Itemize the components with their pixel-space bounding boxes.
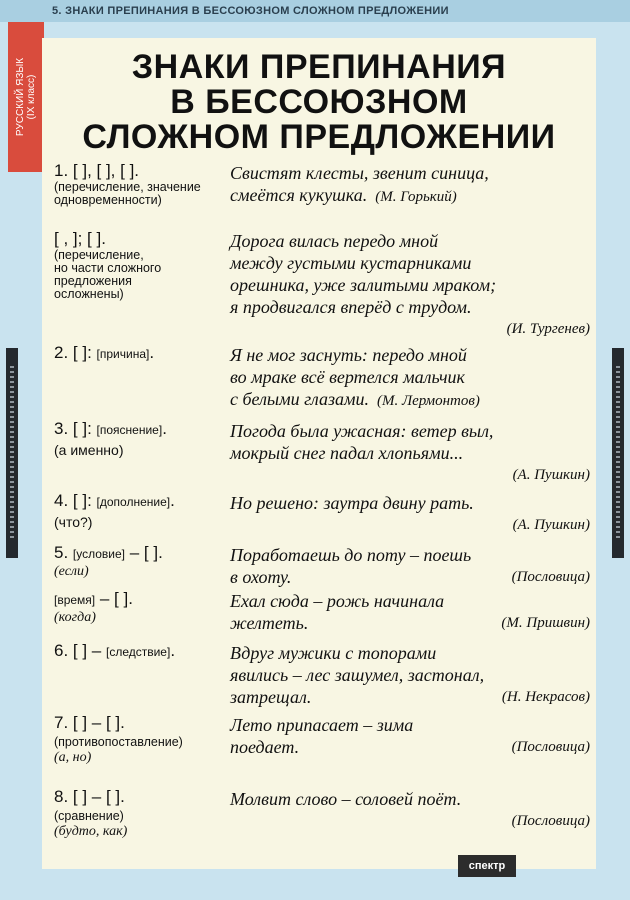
example-line (230, 388, 590, 412)
page-title (42, 50, 596, 155)
rule-8-scheme (54, 788, 230, 841)
rule-1-example (230, 162, 590, 208)
rule-5b-box: [время] (54, 593, 96, 607)
example-author: (М. Лермонтов) (376, 393, 480, 409)
left-side-strip (6, 348, 18, 558)
example-author: (Пословица) (511, 739, 590, 755)
rule-1b-note: предложения (54, 274, 132, 288)
rule-4-scheme: 4. [ ]: [дополнение]. (что?) (54, 492, 230, 533)
rule-1b-scheme (54, 230, 230, 301)
rule-4-example (230, 492, 590, 536)
rule-5-conj: (если) (54, 564, 89, 579)
rule-7-example (230, 714, 590, 758)
example-line: Свистят клесты, звенит синица, (230, 163, 489, 183)
rule-2-pattern: 2. [ ]: (54, 343, 97, 362)
rule-4-conj: (что?) (54, 514, 93, 530)
rule-8-note: (сравнение) (54, 809, 124, 823)
example-line: Вдруг мужики с топорами (230, 643, 437, 663)
example-line: во мраке всё вертелся мальчик (230, 367, 465, 387)
example-line (230, 736, 590, 758)
title-line-2: В БЕССОЮЗНОМ (170, 83, 468, 121)
rule-1b-note: но части сложного (54, 261, 162, 275)
rule-6-box: [следствие] (105, 645, 171, 659)
rule-1-scheme (54, 162, 230, 207)
subject-tab (8, 22, 44, 172)
example-line: Лето припасает – зима (230, 715, 414, 735)
example-line (230, 612, 590, 634)
rule-1-pattern: 1. [ ], [ ], [ ]. (54, 161, 140, 180)
example-line: явились – лес зашумел, застонал, (230, 665, 485, 685)
example-author: (И. Тургенев) (506, 321, 590, 337)
example-line: Ехал сюда – рожь начинала (230, 591, 445, 611)
subject-label: РУССКИЙ ЯЗЫК (15, 57, 26, 137)
rule-1b-pattern: [ , ]; [ ]. (54, 229, 106, 248)
rule-7-scheme (54, 714, 230, 767)
title-line-1: ЗНАКИ ПРЕПИНАНИЯ (131, 48, 507, 86)
rule-5-pattern: – [ ]. (125, 543, 163, 562)
example-author: (М. Пришвин) (501, 615, 590, 631)
example-line (230, 566, 590, 588)
rule-6-pattern: 6. [ ] – (54, 641, 106, 660)
rule-8-conj: (будто, как) (54, 824, 128, 839)
example-text: смеётся кукушка. (230, 185, 368, 205)
rule-4-box: [дополнение] (96, 495, 171, 509)
rule-3-pattern: 3. [ ]: (54, 419, 97, 438)
example-author: (Н. Некрасов) (501, 689, 590, 705)
rule-7-conj: (а, но) (54, 750, 92, 765)
rule-1b-note: осложнены) (54, 287, 124, 301)
rule-5-scheme (54, 544, 230, 581)
rule-4-pattern: 4. [ ]: (54, 491, 97, 510)
rule-2-box: [причина] (96, 347, 150, 361)
example-line: орешника, уже залитыми мраком; (230, 275, 497, 295)
rule-3-example (230, 420, 590, 486)
poster-caption: 5. ЗНАКИ ПРЕПИНАНИЯ В БЕССОЮЗНОМ СЛОЖНОМ ПРЕДЛОЖЕНИИ (52, 5, 449, 17)
example-line: Дорога вилась передо мной (230, 231, 439, 251)
rule-8-example (230, 788, 590, 832)
example-author: (Пословица) (511, 813, 590, 829)
rule-1-note: одновременности) (54, 193, 162, 207)
subject-tab-text (15, 58, 37, 136)
rule-5b-pattern: – [ ]. (95, 589, 133, 608)
example-author: (Пословица) (511, 569, 590, 585)
rule-3-scheme: 3. [ ]: [пояснение]. (а именно) (54, 420, 230, 461)
rule-5-number: 5. (54, 543, 73, 562)
example-text: с белыми глазами. (230, 389, 369, 409)
rule-5-box: [условие] (72, 547, 126, 561)
rule-1-note: (перечисление, значение (54, 180, 201, 194)
example-line (230, 184, 590, 208)
example-text: поедает. (230, 737, 300, 757)
rule-5b-conj: (когда) (54, 610, 96, 625)
example-line: Но решено: заутра двину рать. (230, 493, 474, 513)
example-text: желтеть. (230, 613, 309, 633)
example-line: Молвит слово – соловей поёт. (230, 789, 462, 809)
rule-5b-example (230, 590, 590, 634)
rule-2-example (230, 344, 590, 412)
rule-1b-example (230, 230, 590, 340)
right-side-strip (612, 348, 624, 558)
example-text: затрещал. (230, 687, 312, 707)
grade-label: (IX класс) (26, 74, 37, 120)
rule-7-pattern: 7. [ ] – [ ]. (54, 713, 125, 732)
rule-5b-scheme (54, 590, 230, 627)
rule-3-box: [пояснение] (96, 423, 163, 437)
rule-6-example (230, 642, 590, 708)
example-author: (А. Пушкин) (512, 517, 590, 533)
rule-2-scheme: 2. [ ]: [причина]. (54, 343, 155, 362)
example-line: Я не мог заснуть: передо мной (230, 345, 467, 365)
example-line: между густыми кустарниками (230, 253, 472, 273)
publisher-logo: спектр (458, 855, 516, 877)
example-text: в охоту. (230, 567, 292, 587)
title-line-3: СЛОЖНОМ ПРЕДЛОЖЕНИИ (82, 118, 556, 156)
rule-8-pattern: 8. [ ] – [ ]. (54, 787, 125, 806)
rule-5-example (230, 544, 590, 588)
rule-1b-note: (перечисление, (54, 248, 144, 262)
rule-3-conj: (а именно) (54, 442, 124, 458)
example-line: Погода была ужасная: ветер выл, (230, 421, 494, 441)
rule-6-scheme: 6. [ ] – [следствие]. (54, 641, 176, 660)
rule-7-note: (противопоставление) (54, 735, 183, 749)
example-line: я продвигался вперёд с трудом. (230, 297, 472, 317)
example-author: (М. Горький) (375, 189, 457, 205)
example-line: мокрый снег падал хлопьями... (230, 443, 464, 463)
example-line (230, 686, 590, 708)
content-panel (42, 38, 596, 869)
example-author: (А. Пушкин) (512, 467, 590, 483)
example-line: Поработаешь до поту – поешь (230, 545, 472, 565)
